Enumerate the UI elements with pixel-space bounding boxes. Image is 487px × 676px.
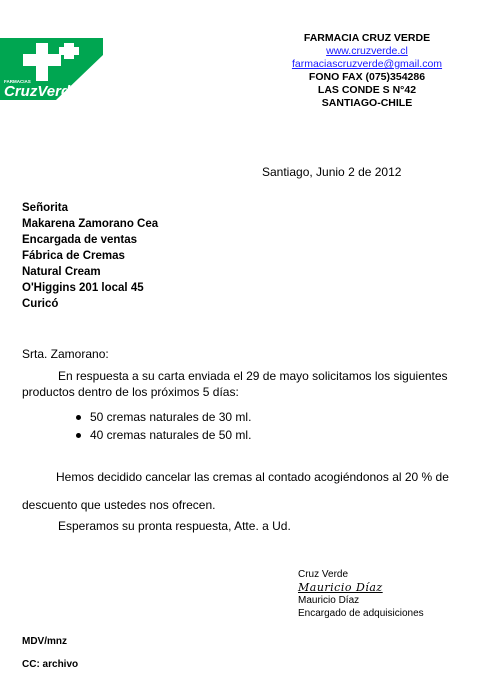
list-item-text: 40 cremas naturales de 50 ml. [90,428,252,442]
reference-initials: MDV/mnz [22,636,67,647]
cruz-verde-logo [0,38,103,100]
salutation: Srta. Zamorano: [22,347,109,361]
paragraph-request-line2: productos dentro de los próximos 5 días: [22,385,239,399]
paragraph-discount-line1: Hemos decidido cancelar las cremas al contado acogiéndonos al 20 % de [56,470,449,484]
signature-block [298,568,424,620]
recipient-city: Curicó [22,298,59,310]
phone-fax: FONO FAX (075)354286 [308,71,426,83]
bullet-icon [76,433,81,438]
letterhead [262,32,472,110]
website-link[interactable]: www.cruzverde.cl [326,45,408,57]
closing-line: Esperamos su pronta respuesta, Atte. a Ud. [58,519,291,533]
company-name: FARMACIA CRUZ VERDE [303,32,431,44]
cc-line: CC: archivo [22,659,79,670]
signature-company: Cruz Verde [298,569,349,580]
recipient-block [22,200,158,312]
paragraph-discount [22,470,472,512]
recipient-street: O'Higgins 201 local 45 [22,282,144,294]
product-list [76,408,251,444]
logo-small-text: FARMACIAS [4,79,31,84]
signer-role: Encargado de adquisiciones [298,608,424,619]
recipient-name: Makarena Zamorano Cea [22,218,159,230]
bullet-icon [76,415,81,420]
paragraph-discount-line2: descuento que ustedes nos ofrecen. [22,498,216,512]
email-link[interactable]: farmaciascruzverde@gmail.com [291,58,443,70]
handwritten-signature: Mauricio Díaz [298,581,383,594]
company-city: SANTIAGO-CHILE [321,97,413,109]
paragraph-request [22,368,472,400]
list-item-text: 50 cremas naturales de 30 ml. [90,410,252,424]
company-address: LAS CONDE S N°42 [317,84,417,96]
signer-name: Mauricio Díaz [298,595,360,606]
recipient-brand: Natural Cream [22,266,101,278]
recipient-role: Encargada de ventas [22,234,138,246]
logo-brand-text: CruzVerde [4,83,79,100]
letter-date: Santiago, Junio 2 de 2012 [262,165,402,179]
recipient-company: Fábrica de Cremas [22,250,125,262]
recipient-title: Señorita [22,202,69,214]
paragraph-request-line1: En respuesta a su carta enviada el 29 de mayo solicitamos los siguientes [58,369,448,383]
list-item [76,408,251,426]
list-item [76,426,251,444]
